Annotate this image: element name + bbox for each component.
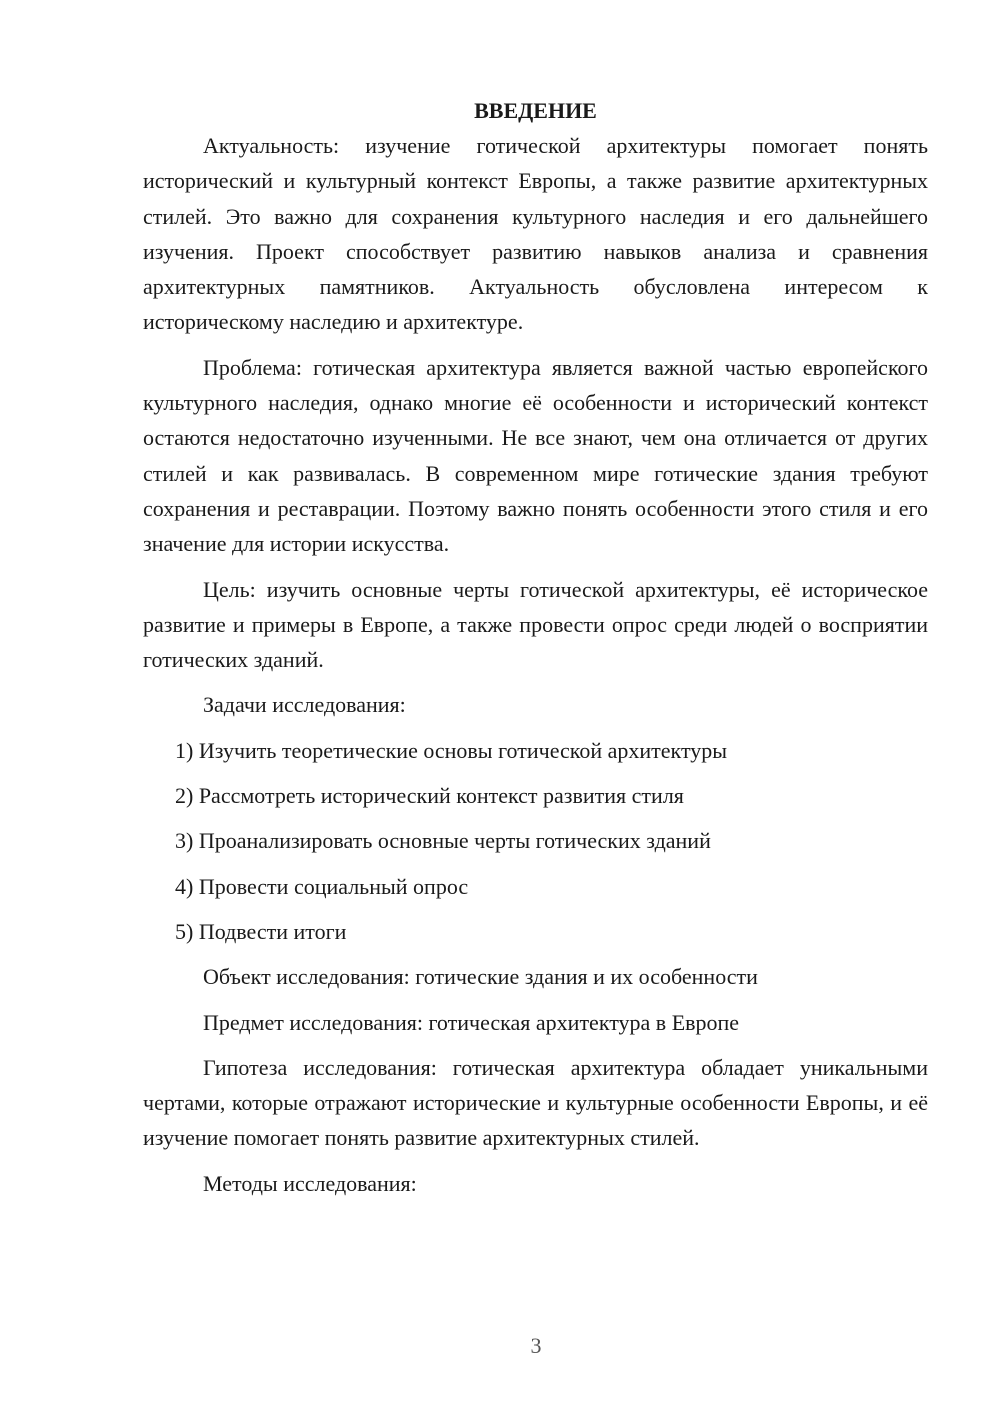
tasks-list	[143, 733, 928, 949]
paragraph-gap	[143, 1156, 928, 1166]
paragraph-subject: Предмет исследования: готическая архитектура в Европе	[203, 1009, 740, 1035]
paragraph-gap	[143, 768, 928, 778]
page-number: 3	[530, 1333, 542, 1358]
paragraph-goal: Цель: изучить основные черты готической архитектуры, её историческое развитие и примеры в Европе, а также провести опрос среди людей о восприятии готических зданий.	[143, 576, 928, 673]
paragraph-hypothesis: Гипотеза исследования: готическая архитектура обладает уникальными чертами, которые отражают исторические и культурные особенности Европы, и её изучение помогает понять развитие архитектурных стилей.	[143, 1054, 928, 1151]
paragraph-gap	[143, 723, 928, 733]
paragraph-gap	[143, 1040, 928, 1050]
paragraph-gap	[143, 949, 928, 959]
tasks-heading: Задачи исследования:	[203, 692, 406, 718]
list-item: 4) Провести социальный опрос	[175, 873, 469, 899]
list-item: 1) Изучить теоретические основы готической архитектуры	[175, 737, 728, 763]
paragraph-gap	[143, 904, 928, 914]
paragraph-gap	[143, 340, 928, 350]
paragraph-problem: Проблема: готическая архитектура является важной частью европейского культурного наследия, однако многие её особенности и исторический контекст остаются недостаточно изученными. Не все знают, чем она отличается от других стилей и как развивалась. В современном мире готические здания требуют сохранения и реставрации. Поэтому важно понять особенности этого стиля и его значение для истории искусства.	[143, 354, 928, 557]
list-item: 5) Подвести итоги	[175, 918, 347, 944]
list-item: 3) Проанализировать основные черты готических зданий	[175, 828, 711, 854]
paragraph-gap	[143, 995, 928, 1005]
paragraph-relevance: Актуальность: изучение готической архитектуры помогает понять исторический и культурный контекст Европы, а также развитие архитектурных стилей. Это важно для сохранения культурного наследия и его дальнейшего изучения. Проект способствует развитию навыков анализа и сравнения архитектурных памятников. Актуальность обусловлена интересом к историческому наследию и архитектуре.	[143, 133, 928, 335]
paragraph-gap	[143, 859, 928, 869]
paragraph-gap	[143, 562, 928, 572]
paragraph-gap	[143, 813, 928, 823]
document-page	[143, 93, 928, 1201]
page-title: ВВЕДЕНИЕ	[474, 98, 597, 123]
paragraph-object: Объект исследования: готические здания и их особенности	[203, 964, 758, 990]
paragraph-gap	[143, 677, 928, 687]
methods-heading: Методы исследования:	[203, 1170, 417, 1196]
list-item: 2) Рассмотреть исторический контекст развития стиля	[175, 783, 684, 809]
